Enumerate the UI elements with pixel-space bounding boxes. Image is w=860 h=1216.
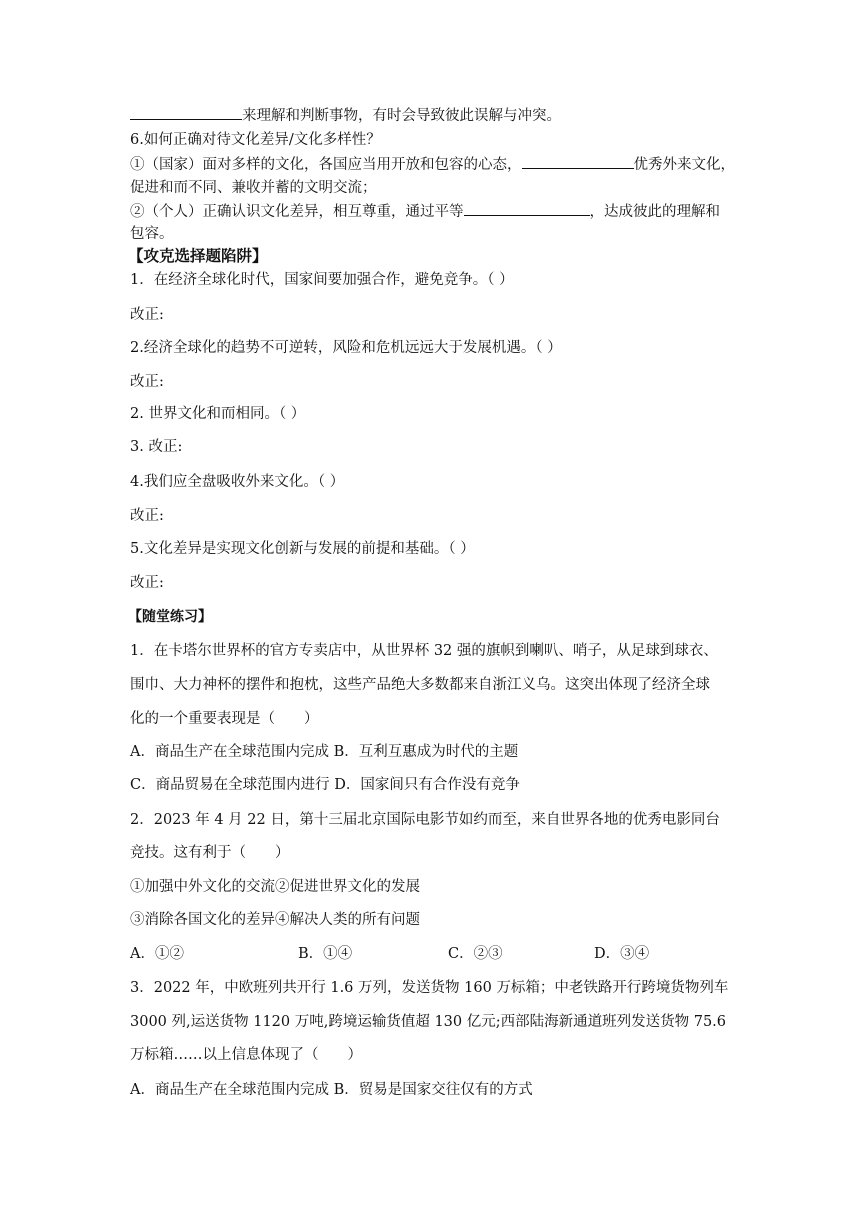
option-b: B．①④ [298, 946, 353, 962]
trap-fix-label: 改正: [130, 508, 164, 524]
question-6-title: 6.如何正确对待文化差异/文化多样性？ [130, 132, 381, 148]
traps-heading: 【攻克选择题陷阱】 [128, 247, 268, 265]
trap-fix-label: 3. 改正: [130, 439, 183, 455]
answer-blank[interactable] [130, 105, 242, 120]
item-1-text-b: 优秀外来文化， [633, 157, 735, 173]
item-2-text-b: ，达成彼此的理解和 [589, 204, 720, 220]
q1-line-2: 围巾、大力神杯的摆件和抱枕，这些产品绝大多数都来自浙江义乌。这突出体现了经济全球 [130, 677, 710, 693]
q2-statements-2: ③消除各国文化的差异④解决人类的所有问题 [130, 912, 420, 928]
q1-line-1: 1．在卡塔尔世界杯的官方专卖店中，从世界杯 32 强的旗帜到喇叭、哨子，从足球到球衣、 [130, 643, 718, 659]
item-1-line-2: 促进和而不同、兼收并蓄的文明交流； [130, 180, 377, 196]
item-1-text-a: ①（国家）面对多样的文化，各国应当用开放和包容的心态， [130, 157, 522, 173]
q3-line-3: 万标箱……以上信息体现了（ ） [130, 1047, 362, 1063]
q2-statements-1: ①加强中外文化的交流②促进世界文化的发展 [130, 879, 420, 895]
q2-options [130, 944, 649, 964]
trap-fix-label: 改正: [130, 374, 164, 390]
trap-question: 5.文化差异是实现文化创新与发展的前提和基础。（ ） [130, 541, 475, 557]
trap-question: 4.我们应全盘吸收外来文化。（ ） [130, 474, 345, 490]
item-2-text-a: ②（个人）正确认识文化差异，相互尊重，通过平等 [130, 204, 464, 220]
q2-line-2: 竞技。这有利于（ ） [130, 845, 290, 861]
item-2-line-1 [130, 201, 720, 222]
item-1-line-1 [130, 154, 735, 175]
item-2-line-2: 包容。 [130, 226, 174, 242]
q2-line-1: 2．2023 年 4 月 22 日，第十三届北京国际电影节如约而至，来自世界各地的优秀电影同台 [130, 812, 720, 828]
continuation-line [130, 105, 561, 126]
q1-options-cd: C．商品贸易在全球范围内进行 D．国家间只有合作没有竞争 [130, 777, 520, 793]
trap-question: 2.经济全球化的趋势不可逆转，风险和危机远远大于发展机遇。（ ） [130, 340, 562, 356]
q1-options-ab: A．商品生产在全球范围内完成 B．互利互惠成为时代的主题 [130, 744, 519, 760]
q1-line-3: 化的一个重要表现是（ ） [130, 711, 319, 727]
continuation-text: 来理解和判断事物，有时会导致彼此误解与冲突。 [242, 108, 561, 124]
option-a: A．①② [130, 946, 184, 962]
q3-options-ab: A．商品生产在全球范围内完成 B．贸易是国家交往仅有的方式 [130, 1082, 533, 1098]
option-d: D．③④ [594, 946, 650, 962]
practice-heading: 【随堂练习】 [128, 609, 212, 625]
q3-line-1: 3．2022 年，中欧班列共开行 1.6 万列，发送货物 160 万标箱；中老铁路开行跨境货物列车 [130, 980, 729, 996]
answer-blank[interactable] [522, 154, 634, 169]
option-c: C．②③ [448, 946, 503, 962]
trap-fix-label: 改正: [130, 307, 164, 323]
q3-line-2: 3000 列,运送货物 1120 万吨,跨境运输货值超 130 亿元;西部陆海新通道班列发送货物 75.6 [130, 1014, 727, 1030]
answer-blank[interactable] [464, 201, 590, 216]
trap-fix-label: 改正: [130, 575, 164, 591]
trap-question: 1．在经济全球化时代，国家间要加强合作，避免竞争。（ ） [130, 272, 514, 288]
trap-question: 2. 世界文化和而相同。（ ） [130, 406, 306, 422]
